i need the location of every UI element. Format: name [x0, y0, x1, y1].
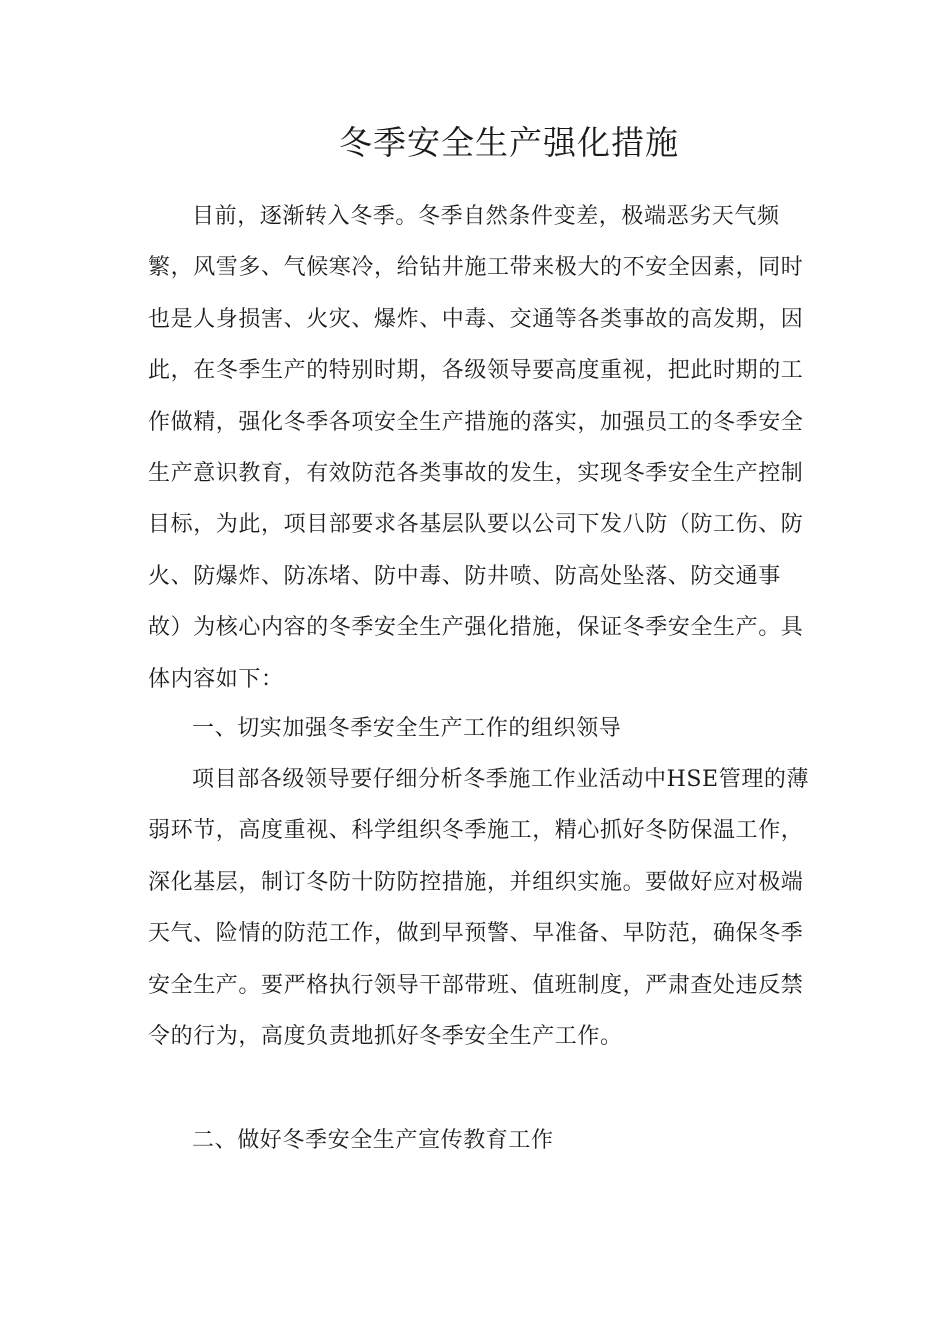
section-1-paragraph [148, 754, 810, 1062]
paragraph-line: 目前，逐渐转入冬季。冬季自然条件变差，极端恶劣天气频 [192, 204, 780, 229]
section-1-heading-block [148, 703, 802, 754]
paragraph-line: 安全生产。要严格执行领导干部带班、值班制度，严肃查处违反禁 [148, 972, 804, 998]
paragraph-line: 生产意识教育，有效防范各类事故的发生，实现冬季安全生产控制 [148, 461, 804, 487]
document-title: 冬季安全生产强化措施 [339, 123, 679, 162]
section-heading: 一、切实加强冬季安全生产工作的组织领导 [192, 716, 622, 741]
paragraph-line: 也是人身损害、火灾、爆炸、中毒、交通等各类事故的高发期，因 [148, 306, 804, 332]
paragraph-line: 繁，风雪多、气候寒冷，给钻井施工带来极大的不安全因素，同时 [148, 255, 804, 281]
paragraph-line: 深化基层，制订冬防十防防控措施，并组织实施。要做好应对极端 [148, 869, 804, 895]
paragraph-line: 火、防爆炸、防冻堵、防中毒、防井喷、防高处坠落、防交通事 [148, 563, 781, 589]
section-heading: 二、做好冬季安全生产宣传教育工作 [192, 1128, 554, 1153]
paragraph-line: 目标，为此，项目部要求各基层队要以公司下发八防（防工伤、防 [148, 512, 804, 538]
section-2-heading-block [148, 1115, 802, 1166]
paragraph-line: 此，在冬季生产的特别时期，各级领导要高度重视，把此时期的工 [148, 358, 804, 384]
paragraph-line: 故）为核心内容的冬季安全生产强化措施，保证冬季安全生产。具 [148, 615, 804, 641]
paragraph-line: 作做精，强化冬季各项安全生产措施的落实，加强员工的冬季安全 [148, 409, 804, 435]
paragraph-line: 弱环节，高度重视、科学组织冬季施工，精心抓好冬防保温工作， [148, 818, 804, 844]
intro-paragraph [148, 191, 802, 705]
paragraph-line: 令的行为，高度负责地抓好冬季安全生产工作。 [148, 1024, 623, 1050]
paragraph-line: 天气、险情的防范工作，做到早预警、早准备、早防范，确保冬季 [148, 921, 804, 947]
paragraph-line: 体内容如下： [148, 666, 284, 692]
paragraph-line: 项目部各级领导要仔细分析冬季施工作业活动中HSE管理的薄 [192, 767, 810, 792]
